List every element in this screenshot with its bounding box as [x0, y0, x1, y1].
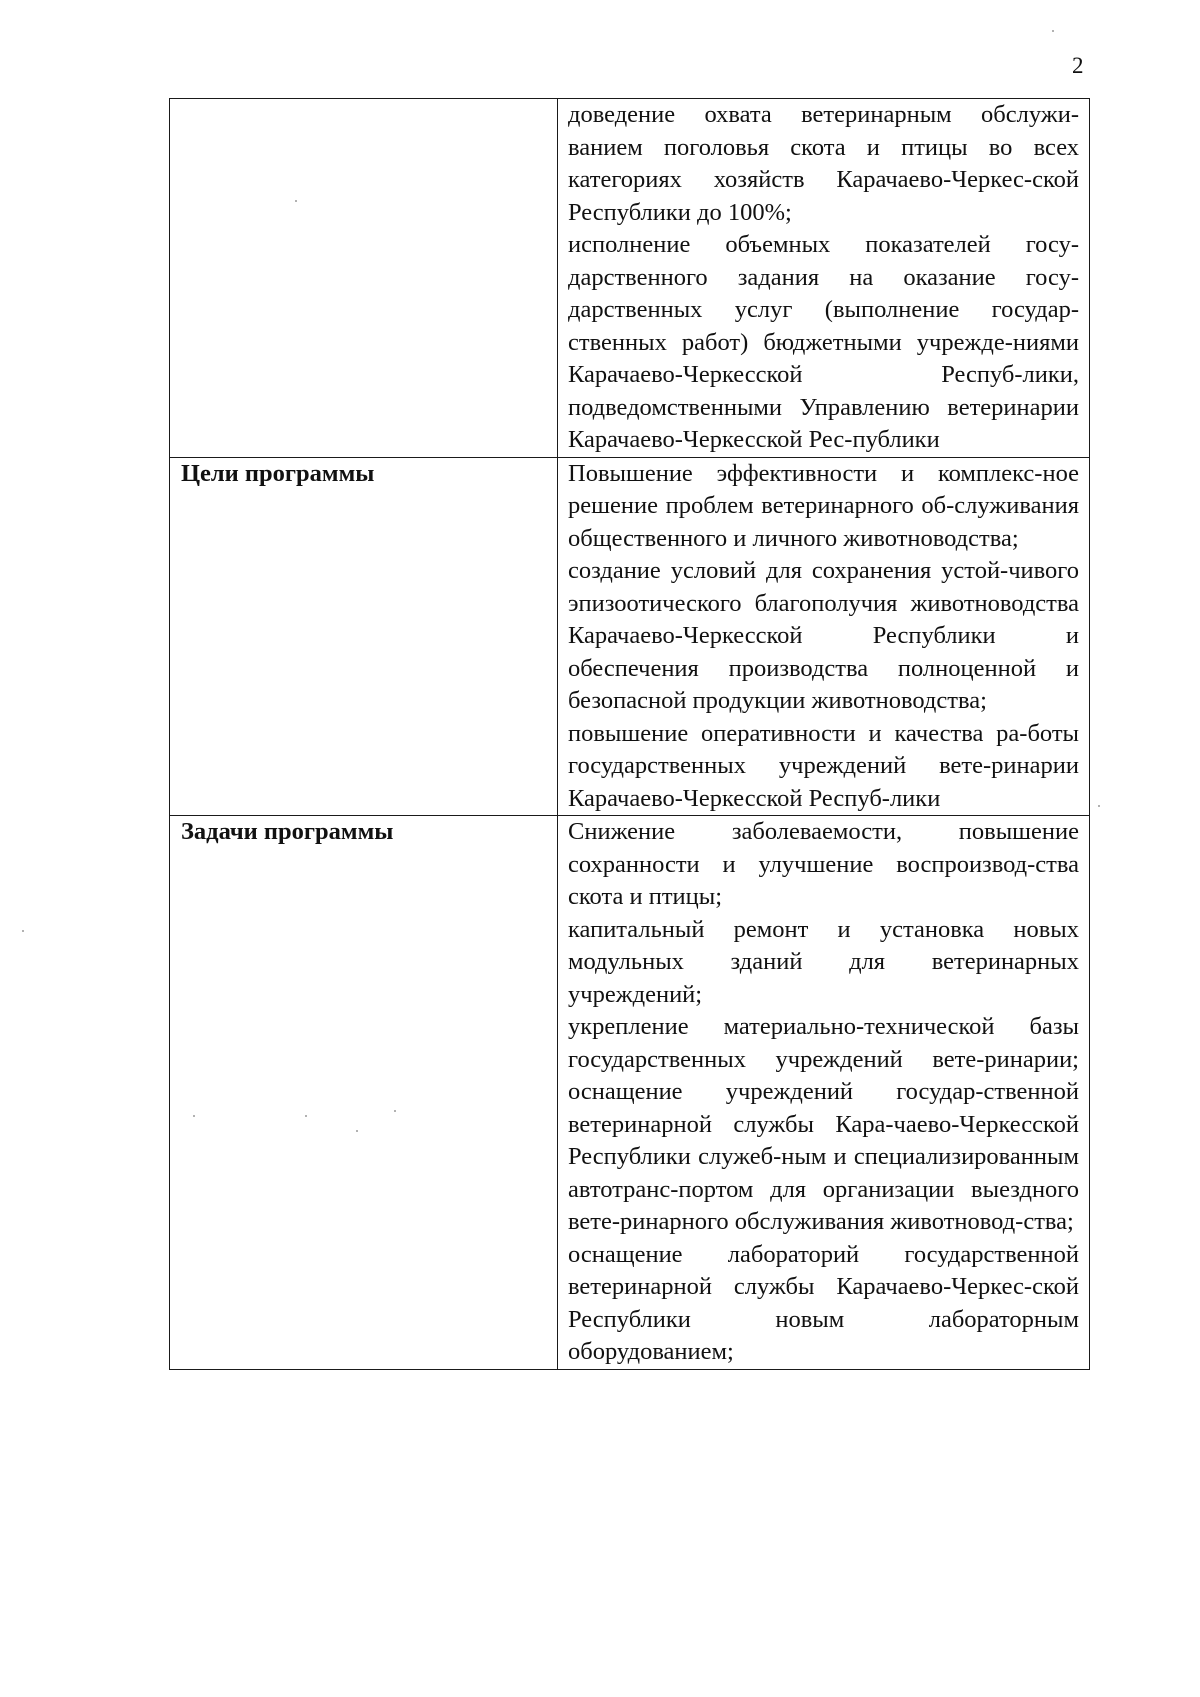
- page-number: 2: [1072, 53, 1084, 78]
- content-paragraph: Снижение заболеваемости, повышение сохранности и улучшение воспроизвод-ства скота и птицы;: [568, 818, 1079, 910]
- content-paragraph: доведение охвата ветеринарным обслужи-ванием поголовья скота и птицы во всех категориях хозяйств Карачаево-Черкес-ской Республики до 100%;: [568, 101, 1079, 226]
- content-paragraph: укрепление материально-технической базы государственных учреждений вете-ринарии; оснащение учреждений государ-ственной ветеринарной службы Кара-чаево-Черкесской Республики служеб-ным и специализированным автотранс-портом для организации выездного вете-ринарного обслуживания животновод-ства;: [568, 1013, 1079, 1235]
- content-paragraph: создание условий для сохранения устой-чивого эпизоотического благополучия животноводства Карачаево-Черкесской Республики и обеспечения производства полноценной и безопасной продукции животноводства;: [568, 557, 1079, 714]
- scan-speck: [356, 1130, 358, 1132]
- scan-speck: [1052, 30, 1054, 32]
- content-paragraph: капитальный ремонт и установка новых модульных зданий для ветеринарных учреждений;: [568, 915, 1079, 1008]
- scan-speck: [1098, 805, 1100, 807]
- scan-speck: [295, 200, 297, 202]
- content-paragraph: повышение оперативности и качества ра-боты государственных учреждений вете-ринарии Карачаево-Черкесской Респуб-лики: [568, 719, 1079, 812]
- row-content: [558, 457, 1090, 816]
- table-row-tasks: [170, 816, 1090, 1370]
- content-paragraph: Повышение эффективности и комплекс-ное решение проблем ветеринарного об-служивания общественного и личного животноводства;: [568, 459, 1079, 552]
- scan-speck: [22, 930, 24, 932]
- row-content: [558, 816, 1090, 1370]
- content-paragraph: оснащение лабораторий государственной ветеринарной службы Карачаево-Черкес-ской Республики новым лабораторным оборудованием;: [568, 1240, 1079, 1365]
- program-passport-table: [169, 98, 1090, 1370]
- row-content: [558, 99, 1090, 458]
- row-label: Задачи программы: [170, 816, 558, 1370]
- row-label: Цели программы: [170, 457, 558, 816]
- scan-speck: [305, 1115, 307, 1117]
- content-paragraph: исполнение объемных показателей госу-дарственного задания на оказание госу-дарственных услуг (выполнение государ-ственных работ) бюджетными учрежде-ниями Карачаево-Черкесской Респуб-лики, подведомственными Управлению ветеринарии Карачаево-Черкесской Рес-публики: [568, 231, 1079, 453]
- table-row-targets: [170, 99, 1090, 458]
- scan-speck: [193, 1115, 195, 1117]
- table-row-goals: [170, 457, 1090, 816]
- scan-speck: [394, 1110, 396, 1112]
- row-label: [170, 99, 558, 458]
